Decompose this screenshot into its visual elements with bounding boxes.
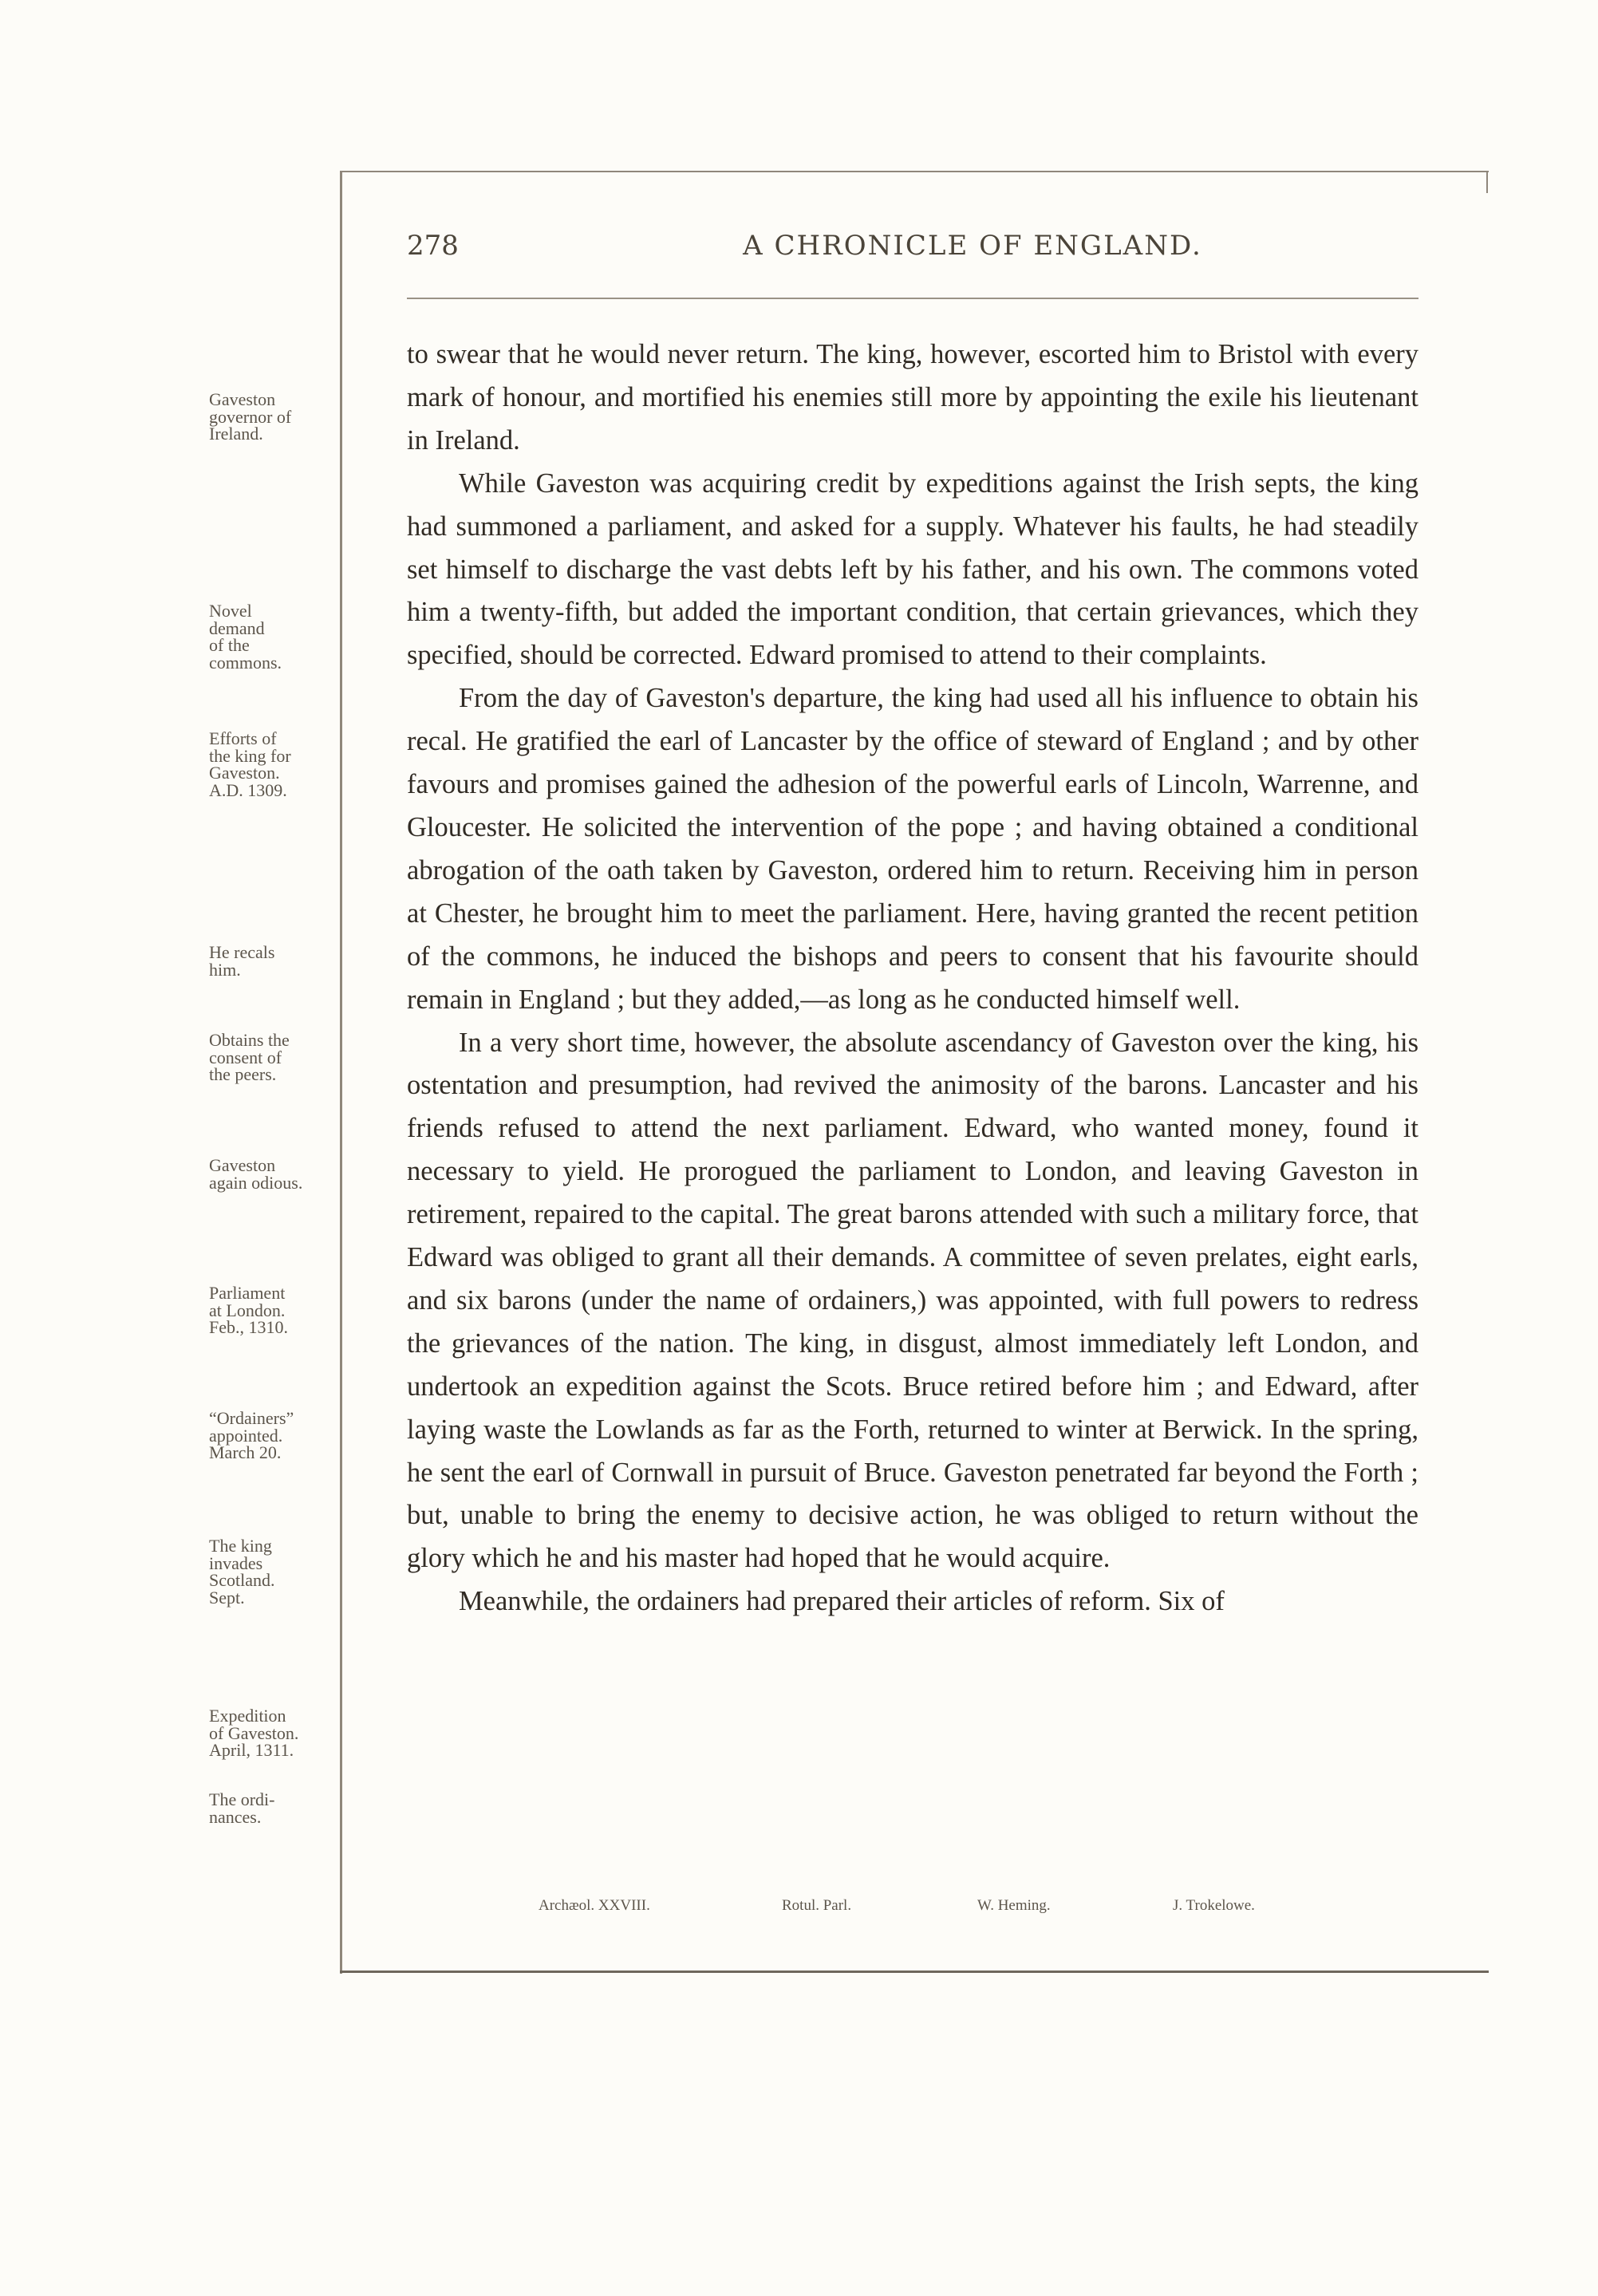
paragraph: to swear that he would never return. The king, however, escorted him to Bristol with every mark of honour, and mortified his enemies still more by appointing the exile his lieutenant in Ireland. — [407, 339, 1418, 456]
margin-note: The king invades Scotland. Sept. — [209, 1536, 275, 1608]
frame-top-border — [340, 171, 1489, 172]
margin-note: Expedition of Gaveston. April, 1311. — [209, 1706, 299, 1760]
paragraph: In a very short time, however, the absolute ascendancy of Gaveston over the king, his ostentation and presumption, had revived the animosity of the barons. Lancaster and his friends refused to attend the next parliament. Edward, who wanted money, found it necessary to yield. He prorogued the parliament to London, and leaving Gaveston in retirement, repaired to the capital. The great barons attended with such a military force, that Edward was obliged to grant all their demands. A committee of seven prelates, eight earls, and six barons (under the name of ordainers,) was appointed, with full powers to redress the grievances of the nation. The king, in disgust, almost immediately left London, and undertook an expedition against the Scots. Bruce retired before him ; and Edward, after laying waste the Lowlands as far as the Forth, returned to winter at Berwick. In the spring, he sent the earl of Cornwall in pursuit of Bruce. Gaveston penetrated far beyond the Forth ; but, unable to bring the enemy to decisive action, he was obliged to return without the glory which he and his master had hoped that he would acquire. — [407, 1027, 1418, 1574]
paragraph: From the day of Gaveston's departure, the king had used all his influence to obtain his recal. He gratified the earl of Lancaster by the office of steward of England ; and by other favours and promises gained the adhesion of the powerful earls of Lincoln, Warrenne, and Gloucester. He solicited the intervention of the pope ; and having obtained a conditional abrogation of the oath taken by Gaveston, ordered him to return. Receiving him in person at Chester, he brought him to meet the parliament. Here, having granted the recent petition of the commons, he induced the bishops and peers to consent that his favourite should remain in England ; but they added,—as long as he conducted himself well. — [407, 683, 1418, 1015]
margin-note: Gaveston again odious. — [209, 1155, 303, 1193]
footnote-reference: J. Trokelowe. — [1173, 1897, 1255, 1914]
frame-right-tick — [1486, 171, 1488, 193]
margin-note: The ordi- nances. — [209, 1789, 275, 1827]
body-text — [407, 333, 1418, 1623]
margin-note: Parliament at London. Feb., 1310. — [209, 1283, 288, 1337]
margin-note: Gaveston governor of Ireland. — [209, 389, 292, 444]
margin-note: Efforts of the king for Gaveston. A.D. 1309. — [209, 728, 291, 800]
page-header — [407, 230, 1418, 265]
footnote-reference: Rotul. Parl. — [782, 1897, 852, 1914]
margin-note: Obtains the consent of the peers. — [209, 1030, 290, 1084]
margin-note: He recals him. — [209, 942, 275, 980]
footnote-references — [407, 1897, 1418, 1921]
header-rule — [407, 298, 1418, 299]
margin-note: Novel demand of the commons. — [209, 601, 282, 673]
paragraph: Meanwhile, the ordainers had prepared their articles of reform. Six of — [459, 1586, 1225, 1617]
frame-bottom-border — [340, 1971, 1489, 1973]
footnote-reference: W. Heming. — [977, 1897, 1051, 1914]
paragraph: While Gaveston was acquiring credit by expeditions against the Irish septs, the king had summoned a parliament, and asked for a supply. Whatever his faults, he had steadily set himself to discharge the vast debts left by his father, and his own. The commons voted him a twenty-fifth, but added the important condition, that certain grievances, which they specified, should be corrected. Edward promised to attend to their complaints. — [407, 467, 1418, 671]
page-number: 278 — [407, 230, 459, 262]
running-head: A CHRONICLE OF ENGLAND. — [743, 230, 1202, 262]
margin-note: “Ordainers” appointed. March 20. — [209, 1408, 294, 1462]
footnote-reference: Archæol. XXVIII. — [539, 1897, 650, 1914]
